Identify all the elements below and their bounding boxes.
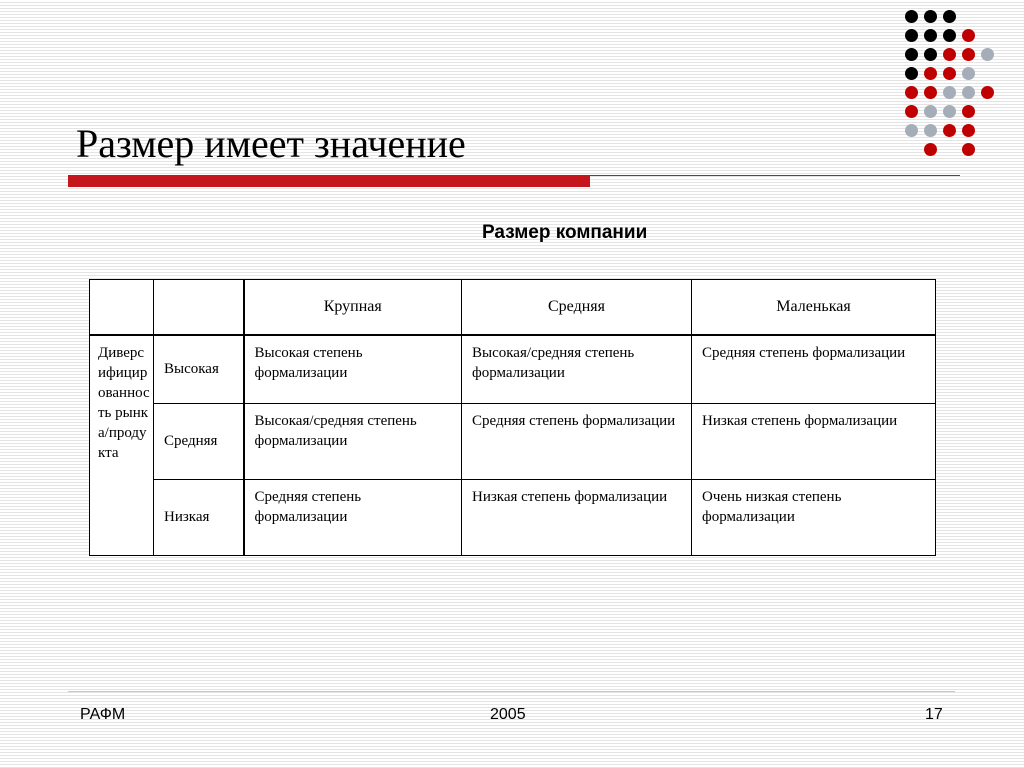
decorative-dot: [943, 67, 956, 80]
table-row: [90, 403, 936, 479]
row-label: Средняя: [154, 403, 244, 479]
decorative-dot: [962, 29, 975, 42]
title-underline-rule: [590, 175, 960, 176]
table-cell: Средняя степень формализации: [244, 479, 462, 555]
table-row: [90, 479, 936, 555]
column-header: Маленькая: [692, 280, 936, 336]
table-cell: Очень низкая степень формализации: [692, 479, 936, 555]
decorative-dot: [981, 48, 994, 61]
decorative-dot: [905, 86, 918, 99]
decorative-dot: [943, 48, 956, 61]
decorative-dot: [924, 29, 937, 42]
column-header: Средняя: [462, 280, 692, 336]
decorative-dot: [962, 124, 975, 137]
table-cell: Низкая степень формализации: [462, 479, 692, 555]
decorative-dot: [924, 124, 937, 137]
decorative-dot: [962, 143, 975, 156]
footer-divider: [68, 691, 955, 692]
table-cell: Высокая/средняя степень формализации: [462, 335, 692, 403]
footer-organization: РАФМ: [80, 706, 126, 723]
decorative-dot: [943, 86, 956, 99]
table-cell: Высокая/средняя степень формализации: [244, 403, 462, 479]
table-cell: Низкая степень формализации: [692, 403, 936, 479]
decorative-dot: [962, 48, 975, 61]
title-underline-bar: [68, 175, 590, 187]
decorative-dot: [962, 67, 975, 80]
decorative-dot: [924, 86, 937, 99]
column-header: Крупная: [244, 280, 462, 336]
decorative-dot: [924, 143, 937, 156]
decorative-dot: [905, 10, 918, 23]
decorative-dot: [924, 67, 937, 80]
footer-year: 2005: [490, 706, 526, 723]
page-number: 17: [925, 706, 943, 723]
decorative-dot: [924, 105, 937, 118]
decorative-dot: [905, 29, 918, 42]
empty-corner-cell: [154, 280, 244, 336]
table-caption: Размер компании: [482, 222, 648, 243]
decorative-dot: [981, 86, 994, 99]
decorative-dot: [943, 10, 956, 23]
empty-corner-cell: [90, 280, 154, 336]
table-cell: Средняя степень формализации: [692, 335, 936, 403]
row-label: Высокая: [154, 335, 244, 403]
slide-title: Размер имеет значение: [76, 121, 466, 166]
formalization-matrix: [89, 279, 936, 556]
decorative-dot: [943, 29, 956, 42]
decorative-dot: [905, 67, 918, 80]
row-label: Низкая: [154, 479, 244, 555]
table-header-row: [90, 280, 936, 336]
table-row: [90, 335, 936, 403]
decorative-dot-grid: [905, 10, 1005, 170]
decorative-dot: [905, 48, 918, 61]
decorative-dot: [905, 124, 918, 137]
decorative-dot: [943, 124, 956, 137]
decorative-dot: [924, 48, 937, 61]
decorative-dot: [905, 105, 918, 118]
decorative-dot: [962, 86, 975, 99]
table-cell: Средняя степень формализации: [462, 403, 692, 479]
decorative-dot: [962, 105, 975, 118]
decorative-dot: [943, 105, 956, 118]
decorative-dot: [924, 10, 937, 23]
row-group-label: Диверсифицированность рынка/продукта: [90, 335, 154, 555]
table-cell: Высокая степень формализации: [244, 335, 462, 403]
